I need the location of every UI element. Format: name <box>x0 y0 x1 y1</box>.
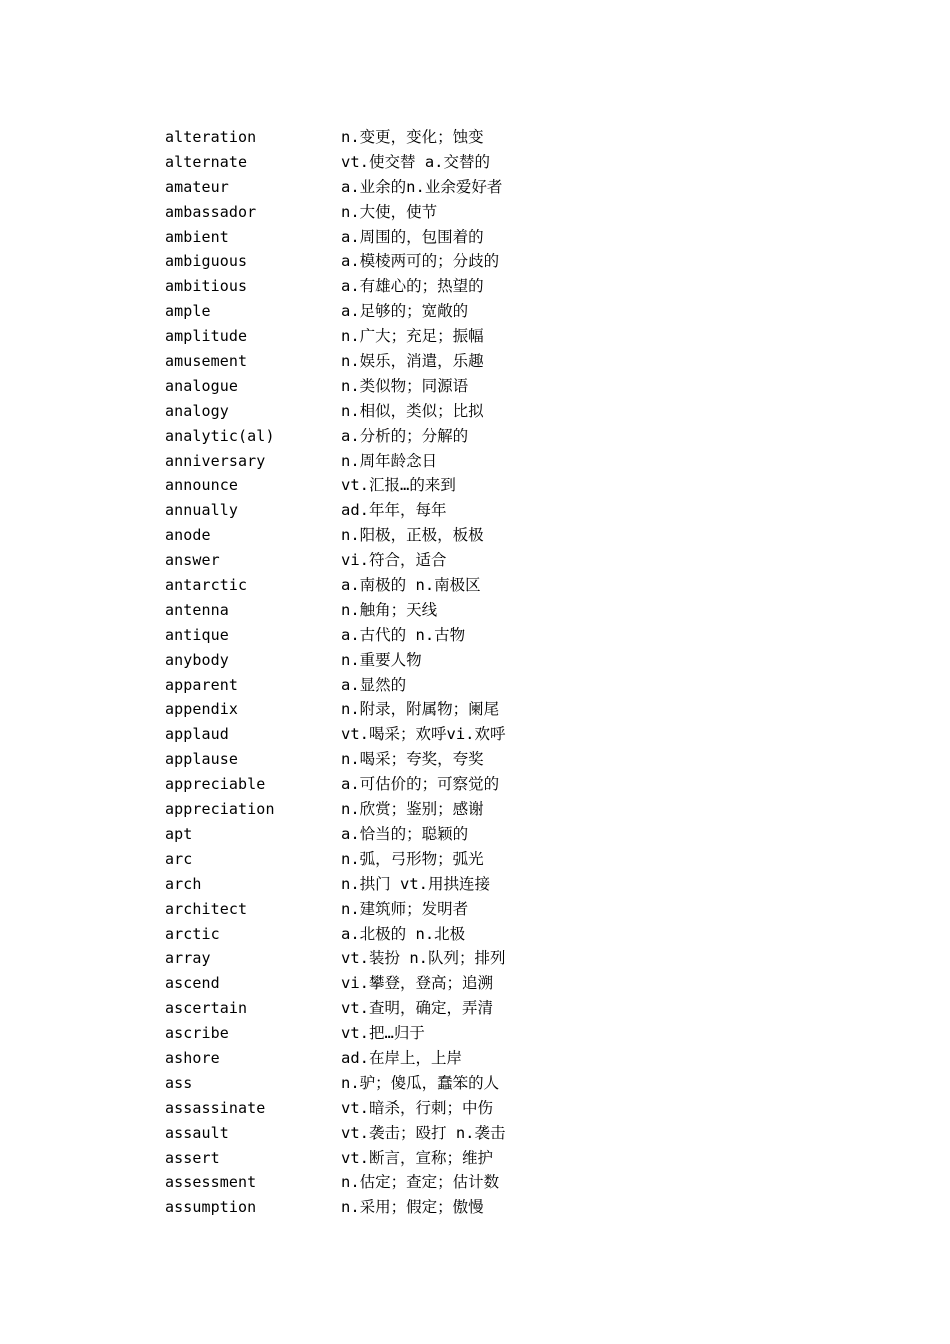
entry-word: anybody <box>165 650 229 669</box>
vocabulary-entry <box>165 1071 785 1096</box>
entry-word: arctic <box>165 924 220 943</box>
vocabulary-entry <box>165 1046 785 1071</box>
entry-definition: n.喝采；夸奖，夸奖 <box>341 750 484 769</box>
entry-word: arc <box>165 849 193 868</box>
vocabulary-entry <box>165 623 785 648</box>
entry-word: anniversary <box>165 451 266 470</box>
vocabulary-entry <box>165 772 785 797</box>
vocabulary-entry <box>165 1096 785 1121</box>
entry-definition: n.大使，使节 <box>341 202 438 221</box>
entry-definition: n.重要人物 <box>341 650 422 669</box>
entry-definition: a.显然的 <box>341 675 407 694</box>
entry-definition: a.模棱两可的；分歧的 <box>341 252 500 271</box>
entry-word: announce <box>165 476 239 495</box>
vocabulary-entry <box>165 573 785 598</box>
entry-word: amusement <box>165 352 248 371</box>
entry-definition: n.欣赏；鉴别；感谢 <box>341 800 484 819</box>
entry-word: alteration <box>165 128 257 146</box>
vocabulary-entry <box>165 200 785 225</box>
entry-definition: vt.使交替 a.交替的 <box>341 152 490 171</box>
entry-definition: vt.汇报…的来到 <box>341 476 456 495</box>
entry-word: ambiguous <box>165 252 248 271</box>
entry-definition: n.类似物；同源语 <box>341 376 469 395</box>
entry-definition: a.恰当的；聪颖的 <box>341 824 469 843</box>
vocabulary-entry <box>165 847 785 872</box>
entry-definition: a.足够的；宽敞的 <box>341 302 469 321</box>
entry-word: antenna <box>165 600 229 619</box>
vocabulary-list <box>165 125 785 1220</box>
vocabulary-entry <box>165 150 785 175</box>
entry-word: assert <box>165 1148 220 1167</box>
entry-word: architect <box>165 899 248 918</box>
entry-word: ascertain <box>165 999 248 1018</box>
entry-word: ashore <box>165 1048 220 1067</box>
vocabulary-entry <box>165 946 785 971</box>
vocabulary-entry <box>165 747 785 772</box>
vocabulary-entry <box>165 1195 785 1220</box>
entry-definition: n.附录，附属物；阑尾 <box>341 700 500 719</box>
entry-definition: a.分析的；分解的 <box>341 426 469 445</box>
entry-definition: vi.符合，适合 <box>341 551 447 570</box>
entry-definition: a.可估价的；可察觉的 <box>341 775 500 794</box>
entry-definition: n.驴；傻瓜，蠢笨的人 <box>341 1073 500 1092</box>
entry-word: assessment <box>165 1173 257 1192</box>
entry-word: apt <box>165 824 193 843</box>
vocabulary-entry <box>165 648 785 673</box>
vocabulary-entry <box>165 598 785 623</box>
vocabulary-entry <box>165 249 785 274</box>
entry-word: ascribe <box>165 1024 229 1043</box>
entry-word: antique <box>165 625 229 644</box>
entry-word: alternate <box>165 152 248 171</box>
vocabulary-entry <box>165 673 785 698</box>
entry-word: applause <box>165 750 239 769</box>
vocabulary-entry <box>165 822 785 847</box>
entry-word: assumption <box>165 1198 257 1217</box>
vocabulary-entry <box>165 225 785 250</box>
entry-definition: a.业余的n.业余爱好者 <box>341 177 503 196</box>
vocabulary-entry <box>165 498 785 523</box>
entry-word: amateur <box>165 177 229 196</box>
entry-word: array <box>165 949 211 968</box>
entry-definition: vt.袭击；殴打 n.袭击 <box>341 1123 506 1142</box>
entry-word: ample <box>165 302 211 321</box>
entry-word: ascend <box>165 974 220 993</box>
entry-word: amplitude <box>165 327 248 346</box>
entry-definition: a.有雄心的；热望的 <box>341 277 484 296</box>
vocabulary-entry <box>165 274 785 299</box>
vocabulary-entry <box>165 971 785 996</box>
entry-definition: vt.把…归于 <box>341 1024 425 1043</box>
entry-word: anode <box>165 526 211 545</box>
vocabulary-entry <box>165 374 785 399</box>
vocabulary-entry <box>165 349 785 374</box>
vocabulary-entry <box>165 697 785 722</box>
entry-definition: vt.查明，确定，弄清 <box>341 999 493 1018</box>
entry-definition: ad.年年，每年 <box>341 501 447 520</box>
entry-word: arch <box>165 874 202 893</box>
vocabulary-entry <box>165 996 785 1021</box>
vocabulary-entry <box>165 449 785 474</box>
vocabulary-entry <box>165 897 785 922</box>
vocabulary-entry <box>165 125 785 150</box>
vocabulary-entry <box>165 1170 785 1195</box>
vocabulary-entry <box>165 473 785 498</box>
entry-definition: a.南极的 n.南极区 <box>341 576 481 595</box>
entry-definition: n.拱门 vt.用拱连接 <box>341 874 490 893</box>
entry-definition: n.估定；查定；估计数 <box>341 1173 500 1192</box>
entry-definition: vt.断言，宣称；维护 <box>341 1148 493 1167</box>
entry-definition: n.周年龄念日 <box>341 451 438 470</box>
entry-word: ass <box>165 1073 193 1092</box>
entry-definition: n.触角；天线 <box>341 600 438 619</box>
entry-definition: n.广大；充足；振幅 <box>341 327 484 346</box>
entry-word: ambitious <box>165 277 248 296</box>
entry-definition: n.阳极，正极，板极 <box>341 526 484 545</box>
vocabulary-entry <box>165 424 785 449</box>
vocabulary-entry <box>165 922 785 947</box>
entry-word: ambient <box>165 227 229 246</box>
entry-word: apparent <box>165 675 239 694</box>
vocabulary-entry <box>165 324 785 349</box>
entry-word: assault <box>165 1123 229 1142</box>
entry-word: appendix <box>165 700 239 719</box>
entry-definition: vt.暗杀，行刺；中伤 <box>341 1098 493 1117</box>
entry-definition: vt.喝采；欢呼vi.欢呼 <box>341 725 506 744</box>
entry-definition: a.古代的 n.古物 <box>341 625 466 644</box>
entry-definition: ad.在岸上，上岸 <box>341 1048 462 1067</box>
entry-word: applaud <box>165 725 229 744</box>
vocabulary-entry <box>165 399 785 424</box>
entry-definition: n.相似，类似；比拟 <box>341 401 484 420</box>
entry-word: assassinate <box>165 1098 266 1117</box>
entry-word: answer <box>165 551 220 570</box>
entry-word: antarctic <box>165 576 248 595</box>
vocabulary-entry <box>165 1021 785 1046</box>
entry-word: analogy <box>165 401 229 420</box>
entry-definition: a.周围的，包围着的 <box>341 227 484 246</box>
entry-word: appreciation <box>165 800 275 819</box>
entry-definition: n.弧，弓形物；弧光 <box>341 849 484 868</box>
entry-definition: vi.攀登，登高；追溯 <box>341 974 493 993</box>
entry-word: appreciable <box>165 775 266 794</box>
vocabulary-entry <box>165 797 785 822</box>
vocabulary-entry <box>165 872 785 897</box>
entry-word: analogue <box>165 376 239 395</box>
entry-definition: a.北极的 n.北极 <box>341 924 466 943</box>
vocabulary-entry <box>165 523 785 548</box>
vocabulary-entry <box>165 299 785 324</box>
entry-definition: n.建筑师；发明者 <box>341 899 469 918</box>
vocabulary-entry <box>165 1121 785 1146</box>
entry-definition: n.变更，变化；蚀变 <box>341 128 484 146</box>
vocabulary-entry <box>165 175 785 200</box>
vocabulary-entry <box>165 1146 785 1171</box>
entry-definition: n.娱乐，消遣，乐趣 <box>341 352 484 371</box>
entry-word: ambassador <box>165 202 257 221</box>
entry-word: analytic(al) <box>165 426 275 445</box>
entry-definition: vt.装扮 n.队列；排列 <box>341 949 506 968</box>
entry-definition: n.采用；假定；傲慢 <box>341 1198 484 1217</box>
vocabulary-entry <box>165 722 785 747</box>
vocabulary-entry <box>165 548 785 573</box>
entry-word: annually <box>165 501 239 520</box>
